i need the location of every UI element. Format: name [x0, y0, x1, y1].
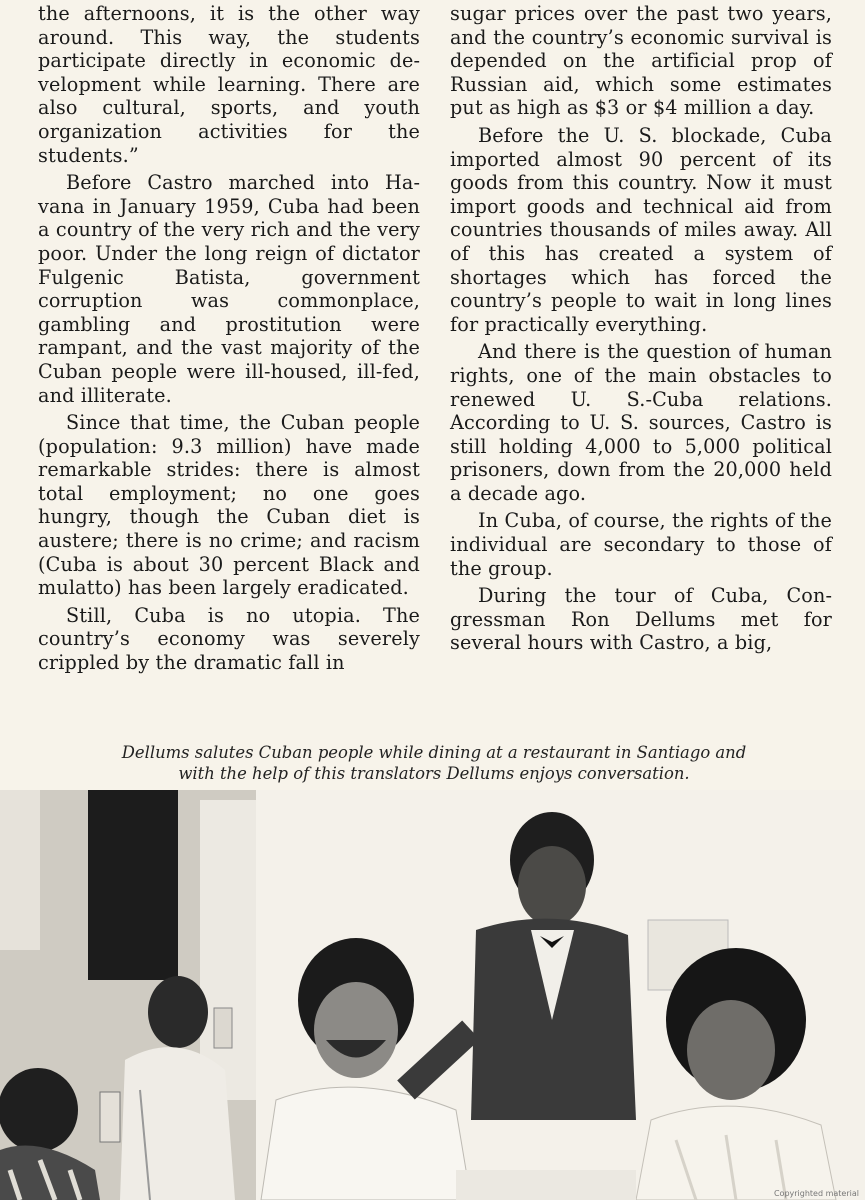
paragraph: Since that time, the Cuban people (population: 9.3 million) have made remarkable strides: there is almost total employment; no one goes hungry, though the Cuban diet is austere; there is no crime; and racism (Cuba is about 30 percent Black and mulatto) has been largely eradicated.	[38, 411, 420, 600]
paragraph: And there is the question of human rights, one of the main obstacles to renewed U. S.-Cuba relations. According to U. S. sources, Castro is still holding 4,000 to 5,000 political prisoners, down from the 20,000 held a decade ago.	[450, 340, 832, 505]
left-column	[38, 2, 420, 679]
photo-toast	[0, 790, 256, 1200]
paragraph: Before the U. S. blockade, Cuba imported almost 90 percent of its goods from this country. Now it must import goods and technical aid from countries thousands of miles away. All of this has created a system of shortages which has forced the country’s people to wait in long lines for practically everything.	[450, 123, 832, 336]
right-column	[450, 2, 832, 659]
paragraph: Before Castro marched into Havana in January 1959, Cuba had been a country of the very rich and the very poor. Under the long reign of dictator Fulgenic Batista, government corruption was commonplace, gambling and prostitution were rampant, and the vast majority of the Cuban people were ill-housed, ill-fed, and illiterate.	[38, 171, 420, 407]
photo-dining	[256, 790, 865, 1200]
photo-toast-image	[0, 790, 256, 1200]
photo-strip	[0, 790, 865, 1200]
paragraph: During the tour of Cuba, Congressman Ron Dellums met for several hours with Castro, a big,	[450, 584, 832, 655]
caption-line: with the help of this translators Dellums enjoys conversation.	[178, 764, 690, 783]
caption-line: Dellums salutes Cuban people while dining at a restaurant in Santiago and	[121, 743, 747, 762]
paragraph: sugar prices over the past two years, and the country’s economic survival is depended on the artificial prop of Russian aid, which some estimates put as high as $3 or $4 million a day.	[450, 2, 832, 120]
paragraph: In Cuba, of course, the rights of the individual are secondary to those of the group.	[450, 509, 832, 580]
article-body	[38, 2, 830, 728]
watermark: Copyrighted material	[773, 1189, 859, 1198]
paragraph: the afternoons, it is the other way around. This way, the students participate directly in economic development while learning. There are also cultural, sports, and youth organization activities for the students.”	[38, 2, 420, 167]
photo-caption	[40, 742, 828, 784]
photo-dining-image	[256, 790, 865, 1200]
paragraph: Still, Cuba is no utopia. The country’s economy was severely crippled by the dramatic fall in	[38, 603, 420, 675]
